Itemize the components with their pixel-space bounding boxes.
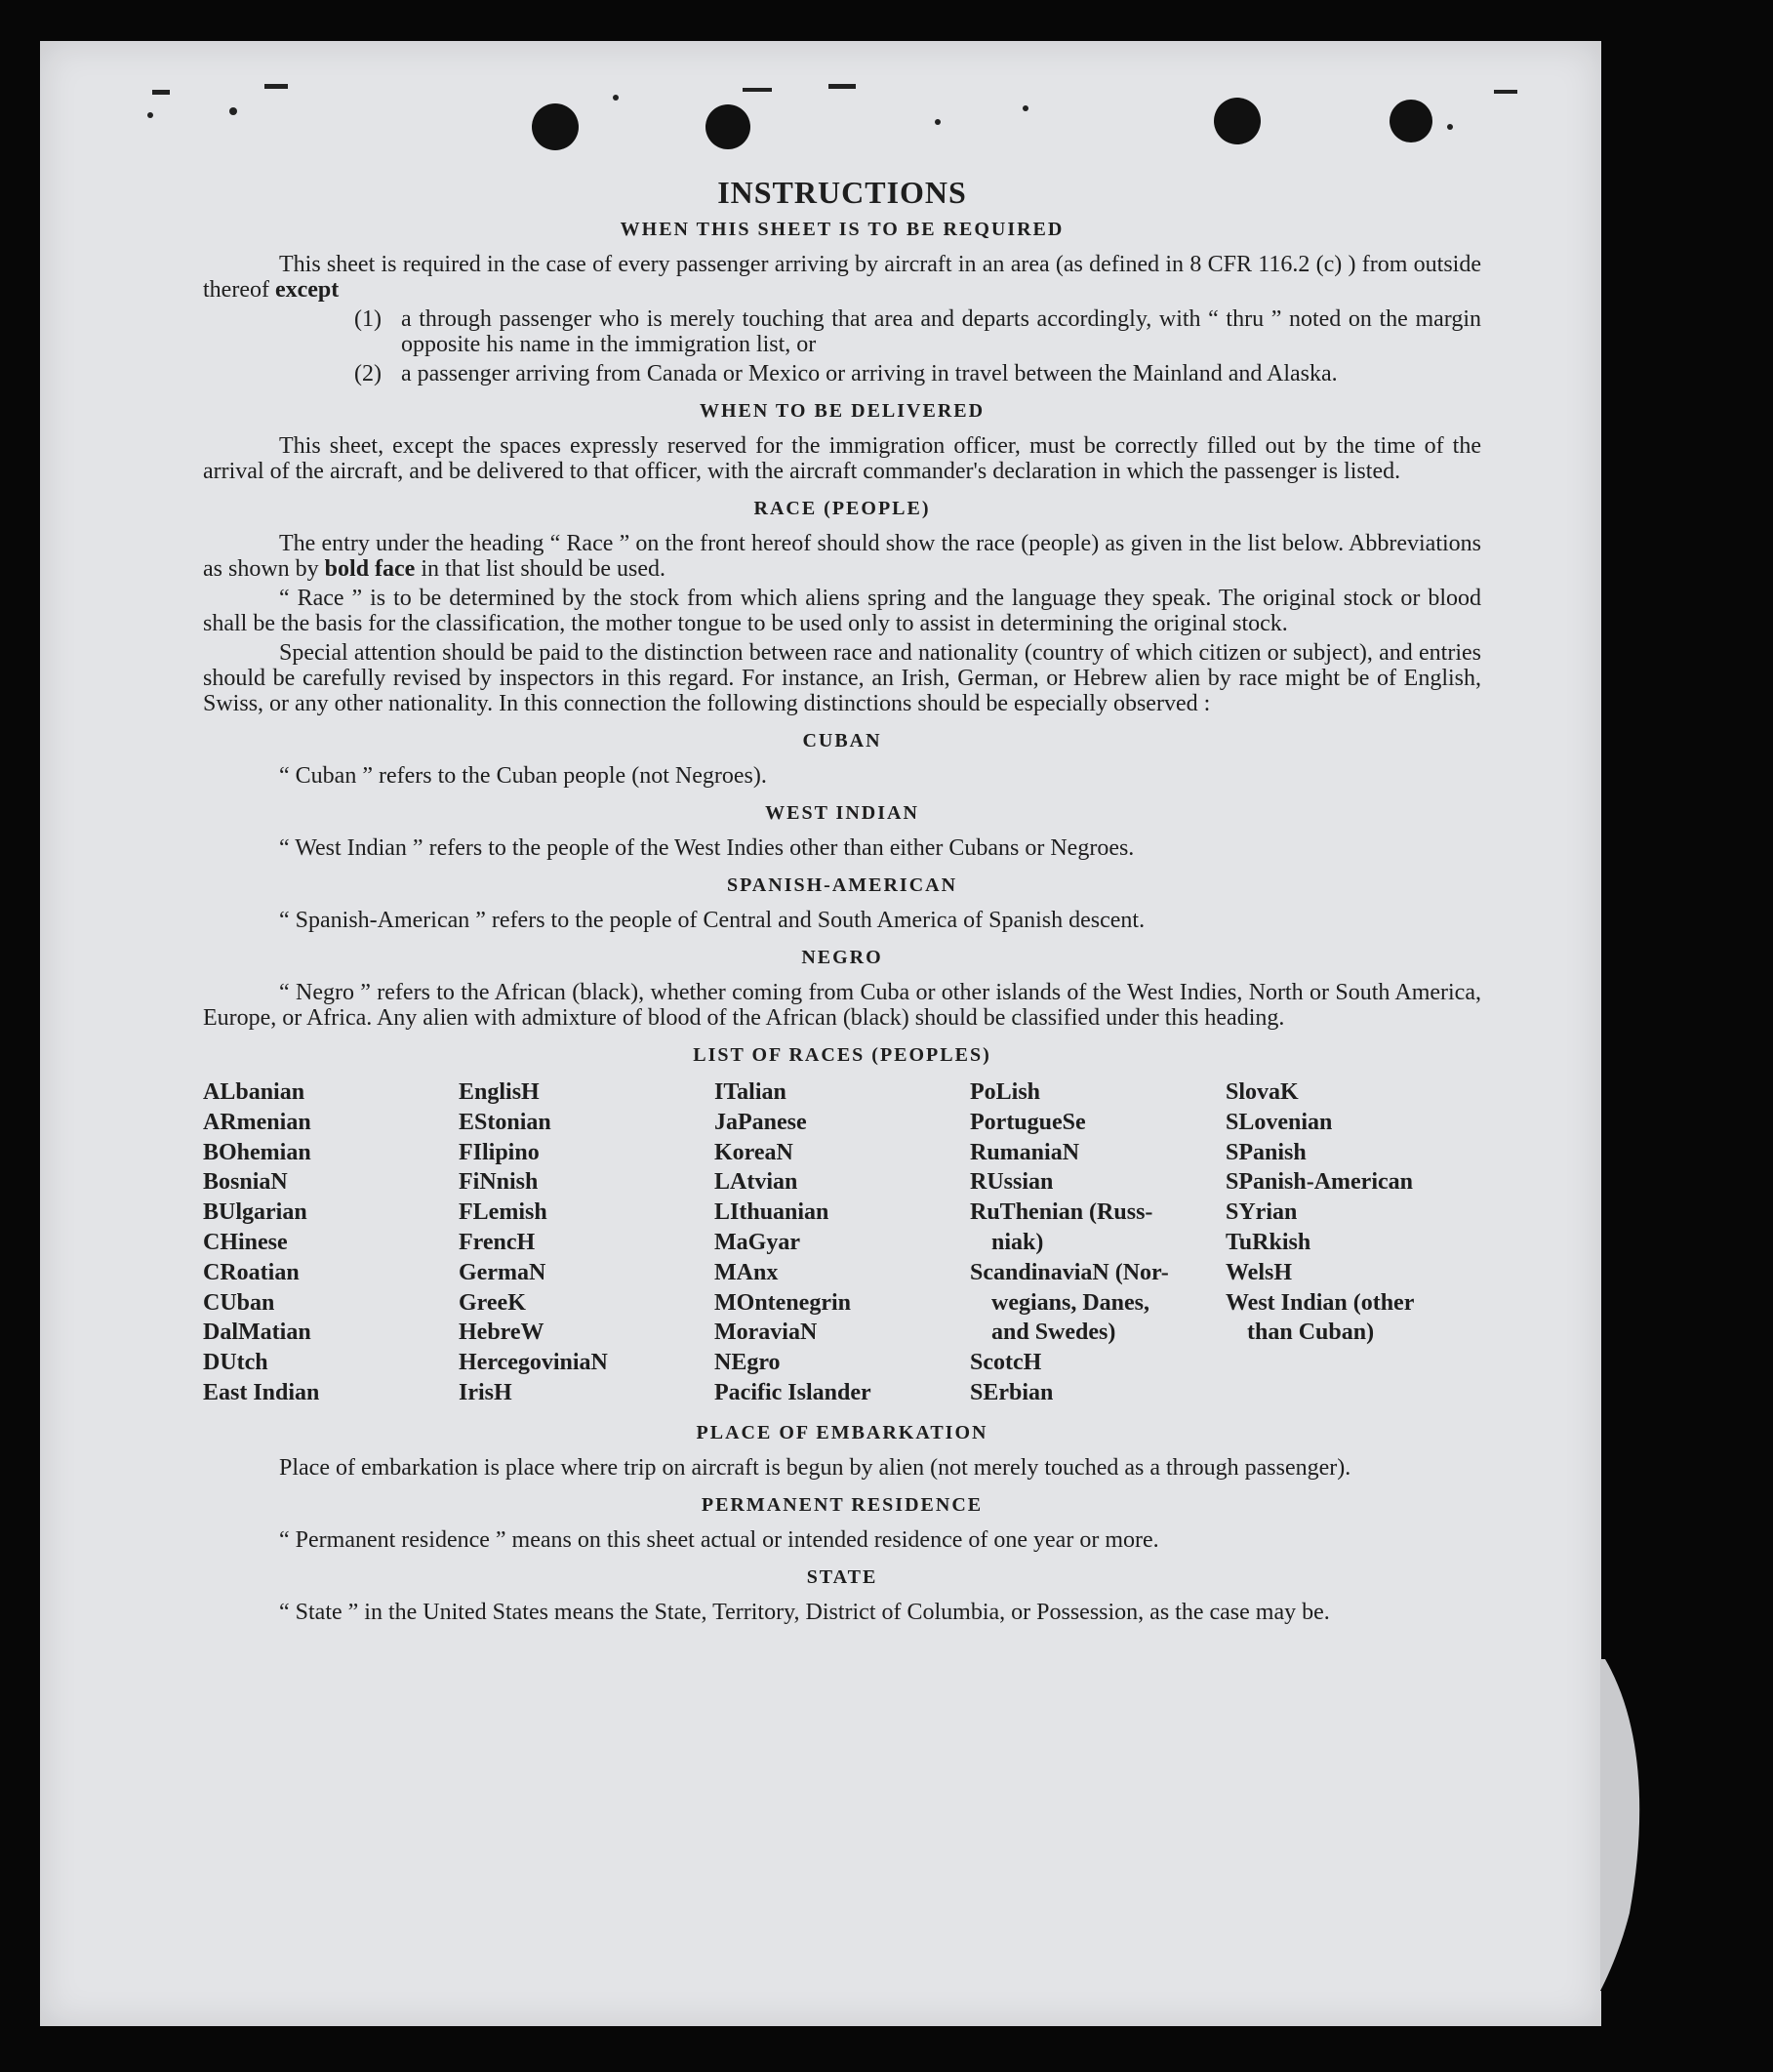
race-entry: West Indian (other <box>1226 1289 1415 1316</box>
race-entry: SPanish-American <box>1226 1169 1413 1196</box>
item-text: a passenger arriving from Canada or Mexico or arriving in travel between the Mainland and Alaska. <box>401 361 1338 386</box>
race-entry: LIthuanian <box>714 1199 829 1226</box>
race-entry: FrencH <box>459 1229 536 1255</box>
race-entry: MAnx <box>714 1259 779 1285</box>
race-entry: FIlipino <box>459 1139 540 1165</box>
race-entry: CRoatian <box>203 1259 300 1285</box>
race-entry: NEgro <box>714 1350 781 1376</box>
race-entry: WelsH <box>1226 1259 1293 1285</box>
race-entry: PoLish <box>970 1079 1041 1105</box>
race-entry: SlovaK <box>1226 1079 1299 1105</box>
item-text: a through passenger who is merely touching that area and departs accordingly, with “ thru ” noted on the margin opposite his name in the immigration list, or <box>401 306 1481 357</box>
race-entry-continuation: than Cuban) <box>1247 1320 1375 1346</box>
heading-embarkation: PLACE OF EMBARKATION <box>696 1421 988 1443</box>
race-entry: GreeK <box>459 1289 526 1316</box>
delivered-text: This sheet, except the spaces expressly reserved for the immigration officer, must be correctly filled out by the time of the arrival of the aircraft, and be delivered to that officer, with the aircraft commander's declaration in which the passenger is listed. <box>203 433 1481 484</box>
race-entry: GermaN <box>459 1259 546 1285</box>
cuban-text: “ Cuban ” refers to the Cuban people (not Negroes). <box>279 763 767 789</box>
race-entry: RUssian <box>970 1169 1054 1196</box>
west-indian-text: “ West Indian ” refers to the people of the West Indies other than either Cubans or Negroes. <box>279 835 1135 861</box>
negro-text: “ Negro ” refers to the African (black), whether coming from Cuba or other islands of the West Indies, North or South America, Europe, or Africa. Any alien with admixture of blood of the African (black) should be classified under this heading. <box>203 980 1481 1031</box>
race-entry: ALbanian <box>203 1079 305 1105</box>
race-entry: SLovenian <box>1226 1109 1333 1135</box>
race-entry: RumaniaN <box>970 1139 1080 1165</box>
race-entry: ITalian <box>714 1079 786 1105</box>
list-item <box>354 361 1481 386</box>
heading-west-indian: WEST INDIAN <box>765 802 919 824</box>
instructions-content <box>203 166 1481 1629</box>
race-entry: ScotcH <box>970 1350 1042 1376</box>
race-entry: BUlgarian <box>203 1199 307 1226</box>
heading-when-delivered: WHEN TO BE DELIVERED <box>699 400 986 422</box>
races-column-5 <box>1226 1077 1481 1408</box>
residence-text: “ Permanent residence ” means on this sheet actual or intended residence of one year or more. <box>279 1526 1159 1553</box>
race-entry: BOhemian <box>203 1139 311 1165</box>
race-entry: ScandinaviaN (Nor- <box>970 1259 1169 1285</box>
embarkation-text: Place of embarkation is place where trip on aircraft is begun by alien (not merely touched as a through passenger). <box>279 1454 1351 1481</box>
race-entry: LAtvian <box>714 1169 798 1196</box>
race-entry: EStonian <box>459 1109 551 1135</box>
heading-race: RACE (PEOPLE) <box>753 498 931 519</box>
heading-list-of-races: LIST OF RACES (PEOPLES) <box>693 1044 991 1066</box>
heading-state: STATE <box>806 1565 878 1588</box>
item-number: (2) <box>354 361 382 386</box>
race-entry: SPanish <box>1226 1139 1307 1165</box>
race-entry: JaPanese <box>714 1109 807 1135</box>
race-entry: PortugueSe <box>970 1109 1086 1135</box>
race-entry: FiNnish <box>459 1169 539 1196</box>
heading-when-required: WHEN THIS SHEET IS TO BE REQUIRED <box>620 219 1065 240</box>
race-entry: DUtch <box>203 1350 268 1376</box>
race-entry-continuation: wegians, Danes, <box>991 1289 1150 1316</box>
race-entry: RuThenian (Russ- <box>970 1199 1153 1226</box>
race-entry: DalMatian <box>203 1320 311 1346</box>
heading-spanish-american: SPANISH-AMERICAN <box>726 874 958 896</box>
race-entry: CUban <box>203 1289 275 1316</box>
race-entry: SYrian <box>1226 1199 1298 1226</box>
item-number: (1) <box>354 306 382 332</box>
required-intro: This sheet is required in the case of every passenger arriving by aircraft in an area (as defined in 8 CFR 116.2 (c) ) from outside thereof except <box>203 252 1481 303</box>
race-entry-continuation: niak) <box>991 1229 1044 1255</box>
race-entry: TuRkish <box>1226 1229 1311 1255</box>
race-paragraph-1: The entry under the heading “ Race ” on the front hereof should show the race (people) as given in the list below. Abbreviations as shown by bold face in that list should be used. <box>203 531 1481 582</box>
spanish-american-text: “ Spanish-American ” refers to the people of Central and South America of Spanish descent. <box>279 908 1146 933</box>
race-entry: BosniaN <box>203 1169 288 1196</box>
bold-face-phrase: bold face <box>324 556 416 582</box>
races-table <box>203 1077 1481 1408</box>
race-entry: CHinese <box>203 1229 288 1255</box>
heading-permanent-residence: PERMANENT RESIDENCE <box>701 1493 984 1516</box>
races-column-3 <box>714 1077 970 1408</box>
race-entry: MaGyar <box>714 1229 800 1255</box>
state-text: “ State ” in the United States means the State, Territory, District of Columbia, or Possession, as the case may be. <box>279 1599 1330 1625</box>
race-entry: Pacific Islander <box>714 1379 871 1405</box>
page-title: INSTRUCTIONS <box>717 175 967 210</box>
race-entry: FLemish <box>459 1199 547 1226</box>
race-entry: SErbian <box>970 1379 1054 1405</box>
page-curl-decoration <box>1600 1659 1659 1991</box>
race-entry: HercegoviniaN <box>459 1350 608 1376</box>
race-entry: East Indian <box>203 1379 320 1405</box>
race-entry: MoraviaN <box>714 1320 818 1346</box>
except-bold: except <box>274 277 340 303</box>
heading-cuban: CUBAN <box>802 730 882 752</box>
race-entry-continuation: and Swedes) <box>991 1320 1116 1346</box>
race-entry: ARmenian <box>203 1109 311 1135</box>
race-paragraph-2: “ Race ” is to be determined by the stock from which aliens spring and the language they speak. The original stock or blood shall be the basis for the classification, the mother tongue to be used only to assist in determining the original stock. <box>203 586 1481 636</box>
races-column-4 <box>970 1077 1226 1408</box>
race-entry: IrisH <box>459 1379 512 1405</box>
race-entry: EnglisH <box>459 1079 540 1105</box>
races-column-2 <box>459 1077 714 1408</box>
heading-negro: NEGRO <box>801 947 883 968</box>
list-item <box>354 306 1481 357</box>
race-paragraph-3: Special attention should be paid to the distinction between race and nationality (country of which citizen or subject), and entries should be carefully revised by inspectors in this regard. For instance, an Irish, German, or Hebrew alien by race might be of English, Swiss, or any other nationality. In this connection the following distinctions should be especially observed : <box>203 640 1481 716</box>
race-entry: HebreW <box>459 1320 544 1346</box>
race-entry: KoreaN <box>714 1139 793 1165</box>
race-entry: MOntenegrin <box>714 1289 851 1316</box>
punch-holes-decoration <box>40 41 1601 178</box>
races-column-1 <box>203 1077 459 1408</box>
